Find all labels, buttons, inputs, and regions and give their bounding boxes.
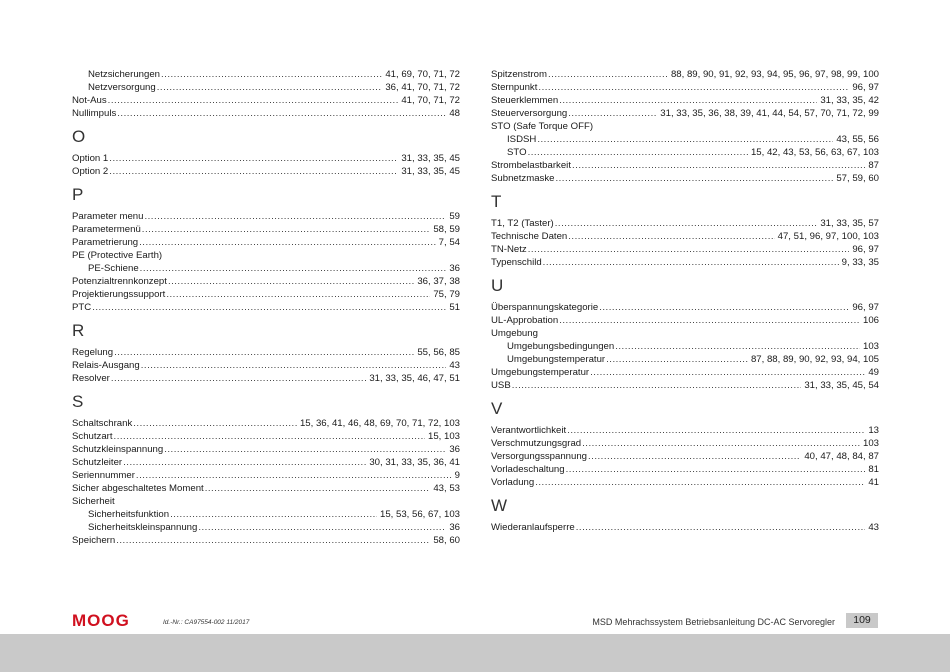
- index-entry: [72, 456, 460, 469]
- index-term: Projektierungssupport: [72, 289, 166, 300]
- index-page-refs[interactable]: 9: [454, 470, 460, 481]
- index-entry: [72, 482, 460, 495]
- dot-leader: [114, 430, 425, 443]
- index-entry: [72, 107, 460, 120]
- index-entry: [491, 314, 879, 327]
- index-page-refs[interactable]: 31, 33, 35, 45: [401, 153, 460, 164]
- index-entry: [72, 236, 460, 249]
- index-page-refs[interactable]: 43: [868, 522, 879, 533]
- index-letter-heading: P: [72, 185, 84, 204]
- index-page-refs[interactable]: 59: [449, 211, 460, 222]
- index-entry: [72, 223, 460, 236]
- index-page-refs[interactable]: 58, 60: [433, 535, 460, 546]
- index-entry: [72, 469, 460, 482]
- index-term: Spitzenstrom: [491, 69, 547, 80]
- index-term: Option 2: [72, 166, 109, 177]
- dot-leader: [161, 68, 382, 81]
- index-page-refs[interactable]: 31, 33, 35, 36, 38, 39, 41, 44, 54, 57, 70, 71, 72, 99: [660, 108, 879, 119]
- index-entry: [491, 450, 879, 463]
- dot-leader: [144, 210, 446, 223]
- index-term: Umgebung: [491, 328, 538, 339]
- index-page-refs[interactable]: 36: [449, 522, 460, 533]
- index-entry: [491, 230, 879, 243]
- dot-leader: [615, 340, 860, 353]
- dot-leader: [572, 159, 865, 172]
- index-entry: [491, 107, 879, 120]
- index-page-refs[interactable]: 30, 31, 33, 35, 36, 41: [369, 457, 460, 468]
- index-term: TN-Netz: [491, 244, 527, 255]
- index-page-refs[interactable]: 31, 33, 35, 46, 47, 51: [369, 373, 460, 384]
- index-page-refs[interactable]: 43, 53: [433, 483, 460, 494]
- index-term: Regelung: [72, 347, 114, 358]
- index-term: Vorladung: [491, 477, 535, 488]
- index-entry: [491, 301, 879, 314]
- index-subentry: [491, 146, 879, 159]
- dot-leader: [117, 107, 446, 120]
- index-page-refs[interactable]: 15, 42, 43, 53, 56, 63, 67, 103: [750, 147, 879, 158]
- index-page-refs[interactable]: 9, 33, 35: [841, 257, 879, 268]
- footer-band: [0, 634, 950, 672]
- index-term: Sicherheit: [72, 496, 115, 507]
- dot-leader: [92, 301, 446, 314]
- moog-logo: MOOG: [72, 611, 130, 630]
- index-term: Seriennummer: [72, 470, 135, 481]
- dot-leader: [606, 353, 748, 366]
- index-entry: [72, 288, 460, 301]
- dot-leader: [109, 165, 398, 178]
- index-page-refs[interactable]: 15, 53, 56, 67, 103: [379, 509, 460, 520]
- index-page-refs[interactable]: 75, 79: [433, 289, 460, 300]
- index-subentry: [491, 353, 879, 366]
- index-entry: [72, 346, 460, 359]
- index-page-refs[interactable]: 106: [862, 315, 879, 326]
- index-term: PTC: [72, 302, 92, 313]
- index-term: Netzversorgung: [88, 82, 156, 93]
- dot-leader: [166, 288, 430, 301]
- dot-leader: [567, 424, 865, 437]
- index-page-refs[interactable]: 43, 55, 56: [836, 134, 879, 145]
- index-term: ISDSH: [507, 134, 537, 145]
- index-term: Subnetzmaske: [491, 173, 555, 184]
- dot-leader: [555, 172, 833, 185]
- dot-leader: [528, 243, 850, 256]
- index-term: PE-Schiene: [88, 263, 139, 274]
- index-term: Resolver: [72, 373, 110, 384]
- index-entry: [491, 68, 879, 81]
- index-term: Sicherheitsfunktion: [88, 509, 170, 520]
- index-term: Umgebungstemperatur: [507, 354, 606, 365]
- dot-leader: [512, 379, 802, 392]
- dot-leader: [198, 521, 446, 534]
- index-subentry: [491, 340, 879, 353]
- index-entry: [72, 249, 460, 262]
- index-letter-heading: S: [72, 392, 84, 411]
- index-term: Relais-Ausgang: [72, 360, 140, 371]
- index-entry: [491, 159, 879, 172]
- index-term: Parametrierung: [72, 237, 139, 248]
- index-page-refs[interactable]: 36, 37, 38: [417, 276, 460, 287]
- index-entry: [72, 275, 460, 288]
- index-entry: [491, 437, 879, 450]
- index-page-refs[interactable]: 31, 33, 35, 57: [820, 218, 879, 229]
- index-page-refs[interactable]: 15, 36, 41, 46, 48, 69, 70, 71, 72, 103: [299, 418, 460, 429]
- index-entry: [491, 327, 879, 340]
- dot-leader: [142, 223, 431, 236]
- index-entry: [491, 476, 879, 489]
- index-term: Sicherheitskleinspannung: [88, 522, 198, 533]
- dot-leader: [157, 81, 383, 94]
- index-entry: [72, 430, 460, 443]
- index-page-refs[interactable]: 55, 56, 85: [417, 347, 460, 358]
- index-entry: [72, 165, 460, 178]
- index-letter-heading: W: [491, 496, 508, 515]
- index-entry: [72, 417, 460, 430]
- index-entry: [491, 366, 879, 379]
- dot-leader: [140, 262, 447, 275]
- index-letter-heading: V: [491, 399, 503, 418]
- index-page-refs[interactable]: 13: [868, 425, 879, 436]
- dot-leader: [136, 469, 452, 482]
- index-term: Parameter menu: [72, 211, 144, 222]
- index-term: UL-Approbation: [491, 315, 559, 326]
- dot-leader: [538, 81, 849, 94]
- index-term: T1, T2 (Taster): [491, 218, 554, 229]
- index-entry: [72, 372, 460, 385]
- index-term: Netzsicherungen: [88, 69, 160, 80]
- index-entry: [72, 359, 460, 372]
- index-term: Steuerversorgung: [491, 108, 568, 119]
- index-page-refs[interactable]: 48: [449, 108, 460, 119]
- index-entry: [72, 495, 460, 508]
- index-page-refs[interactable]: 96, 97: [852, 82, 879, 93]
- index-page-refs[interactable]: 36, 41, 70, 71, 72: [385, 82, 460, 93]
- index-page-refs[interactable]: 57, 59, 60: [836, 173, 879, 184]
- index-entry: [72, 94, 460, 107]
- index-page-refs[interactable]: 51: [449, 302, 460, 313]
- index-entry: [491, 379, 879, 392]
- index-subentry: [72, 508, 460, 521]
- index-term: Potenzialtrennkonzept: [72, 276, 167, 287]
- index-term: Schutzart: [72, 431, 113, 442]
- dot-leader: [109, 152, 398, 165]
- dot-leader: [588, 450, 801, 463]
- index-term: Umgebungstemperatur: [491, 367, 590, 378]
- dot-leader: [555, 217, 818, 230]
- index-subentry: [72, 262, 460, 275]
- index-entry: [72, 152, 460, 165]
- index-term: Nullimpuls: [72, 108, 117, 119]
- index-page-refs[interactable]: 43: [449, 360, 460, 371]
- index-page-refs[interactable]: 96, 97: [852, 244, 879, 255]
- index-term: Not-Aus: [72, 95, 107, 106]
- index-term: Parametermenü: [72, 224, 141, 235]
- dot-leader: [559, 314, 860, 327]
- dot-leader: [568, 230, 774, 243]
- dot-leader: [599, 301, 849, 314]
- index-term: Vorladeschaltung: [491, 464, 565, 475]
- index-subentry: [72, 81, 460, 94]
- index-term: Technische Daten: [491, 231, 568, 242]
- index-term: Sicher abgeschaltetes Moment: [72, 483, 204, 494]
- index-subentry: [72, 521, 460, 534]
- dot-leader: [543, 256, 839, 269]
- index-term: Steuerklemmen: [491, 95, 559, 106]
- document-title: MSD Mehrachssystem Betriebsanleitung DC-AC Servoregler: [592, 617, 835, 627]
- index-term: Option 1: [72, 153, 109, 164]
- index-term: STO: [507, 147, 527, 158]
- dot-leader: [582, 437, 860, 450]
- index-page-refs[interactable]: 31, 33, 35, 42: [820, 95, 879, 106]
- index-term: STO (Safe Torque OFF): [491, 121, 594, 132]
- index-letter-heading: T: [491, 192, 502, 211]
- index-page-refs[interactable]: 88, 89, 90, 91, 92, 93, 94, 95, 96, 97, 98, 99, 100: [670, 69, 879, 80]
- dot-leader: [114, 346, 414, 359]
- index-entry: [491, 243, 879, 256]
- index-term: Sternpunkt: [491, 82, 538, 93]
- index-term: Wiederanlaufsperre: [491, 522, 575, 533]
- index-page-refs[interactable]: 36: [449, 263, 460, 274]
- index-page-refs[interactable]: 40, 47, 48, 84, 87: [804, 451, 879, 462]
- index-term: Versorgungsspannung: [491, 451, 588, 462]
- index-page-refs[interactable]: 87: [868, 160, 879, 171]
- dot-leader: [528, 146, 748, 159]
- dot-leader: [568, 107, 657, 120]
- dot-leader: [133, 417, 297, 430]
- index-term: Speichern: [72, 535, 116, 546]
- index-page-refs[interactable]: 31, 33, 35, 45, 54: [804, 380, 879, 391]
- index-entry: [491, 463, 879, 476]
- index-column-right: [491, 68, 879, 534]
- index-page-refs[interactable]: 58, 59: [433, 224, 460, 235]
- index-entry: [491, 256, 879, 269]
- index-term: Verantwortlichkeit: [491, 425, 567, 436]
- index-page-refs[interactable]: 41: [868, 477, 879, 488]
- index-page-refs[interactable]: 41, 70, 71, 72: [401, 95, 460, 106]
- dot-leader: [537, 133, 833, 146]
- dot-leader: [164, 443, 446, 456]
- index-term: Verschmutzungsgrad: [491, 438, 582, 449]
- dot-leader: [111, 372, 366, 385]
- dot-leader: [205, 482, 431, 495]
- dot-leader: [116, 534, 430, 547]
- index-letter-heading: R: [72, 321, 85, 340]
- index-term: USB: [491, 380, 511, 391]
- dot-leader: [548, 68, 668, 81]
- page-number: 109: [846, 613, 878, 628]
- dot-leader: [590, 366, 865, 379]
- index-term: Umgebungsbedingungen: [507, 341, 615, 352]
- index-entry: [72, 301, 460, 314]
- index-term: Schutzleiter: [72, 457, 123, 468]
- index-entry: [491, 217, 879, 230]
- index-entry: [491, 521, 879, 534]
- index-term: Schaltschrank: [72, 418, 133, 429]
- index-page-refs[interactable]: 96, 97: [852, 302, 879, 313]
- index-entry: [491, 120, 879, 133]
- index-page-refs[interactable]: 87, 88, 89, 90, 92, 93, 94, 105: [750, 354, 879, 365]
- index-page-refs[interactable]: 41, 69, 70, 71, 72: [385, 69, 460, 80]
- index-page-refs[interactable]: 7, 54: [438, 237, 460, 248]
- index-letter-heading: O: [72, 127, 86, 146]
- index-entry: [72, 443, 460, 456]
- index-entry: [72, 534, 460, 547]
- index-subentry: [72, 68, 460, 81]
- index-term: Strombelastbarkeit: [491, 160, 571, 171]
- index-page-refs[interactable]: 103: [862, 341, 879, 352]
- index-subentry: [491, 133, 879, 146]
- index-entry: [491, 424, 879, 437]
- index-page-refs[interactable]: 81: [868, 464, 879, 475]
- dot-leader: [108, 94, 399, 107]
- dot-leader: [559, 94, 817, 107]
- dot-leader: [168, 275, 414, 288]
- index-term: Überspannungskategorie: [491, 302, 599, 313]
- dot-leader: [535, 476, 865, 489]
- dot-leader: [170, 508, 377, 521]
- dot-leader: [123, 456, 366, 469]
- document-id: Id.-Nr.: CA97554-002 11/2017: [163, 619, 250, 626]
- index-term: PE (Protective Earth): [72, 250, 163, 261]
- dot-leader: [566, 463, 866, 476]
- index-entry: [491, 172, 879, 185]
- dot-leader: [576, 521, 866, 534]
- index-page-refs[interactable]: 103: [862, 438, 879, 449]
- index-page-refs[interactable]: 36: [449, 444, 460, 455]
- index-page-refs[interactable]: 47, 51, 96, 97, 100, 103: [777, 231, 879, 242]
- index-term: Typenschild: [491, 257, 542, 268]
- index-entry: [72, 210, 460, 223]
- index-page-refs[interactable]: 31, 33, 35, 45: [401, 166, 460, 177]
- index-page-refs[interactable]: 49: [868, 367, 879, 378]
- index-term: Schutzkleinspannung: [72, 444, 164, 455]
- dot-leader: [141, 359, 447, 372]
- dot-leader: [139, 236, 436, 249]
- index-entry: [491, 94, 879, 107]
- index-page-refs[interactable]: 15, 103: [427, 431, 460, 442]
- index-entry: [491, 81, 879, 94]
- index-column-left: [72, 68, 460, 547]
- index-letter-heading: U: [491, 276, 504, 295]
